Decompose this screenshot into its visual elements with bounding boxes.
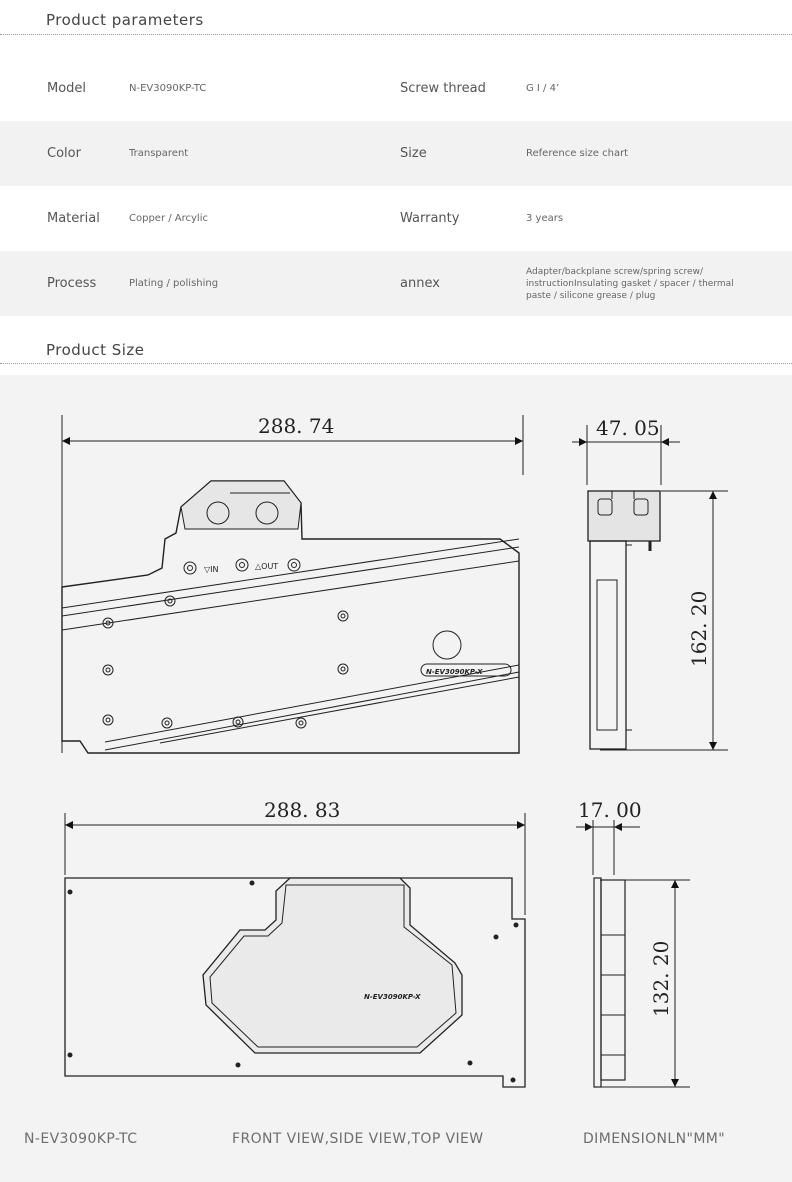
param-label: Process	[47, 276, 97, 291]
param-value: N-EV3090KP-TC	[129, 82, 207, 94]
param-value: Reference size chart	[526, 147, 629, 159]
footer-model: N-EV3090KP-TC	[24, 1131, 138, 1147]
back-width-label: 288. 83	[264, 798, 341, 822]
parameters-divider	[0, 34, 792, 35]
param-value: 3 years	[526, 212, 564, 224]
param-label: Material	[47, 211, 100, 226]
param-value: Copper / Arcylic	[129, 212, 208, 224]
param-row	[0, 121, 792, 186]
back-height-label: 132. 20	[649, 940, 673, 1017]
param-row	[0, 186, 792, 251]
size-title: Product Size	[46, 341, 145, 359]
param-label: annex	[400, 276, 440, 291]
param-label: Size	[400, 146, 427, 161]
side-depth-label: 47. 05	[596, 416, 660, 440]
front-height-label: 162. 20	[687, 590, 711, 667]
param-row	[0, 251, 792, 316]
dimension-drawing-panel	[0, 375, 792, 1182]
back-logo-label: N-EV3090KP-X	[364, 993, 421, 1001]
back-view	[65, 813, 525, 1087]
param-label: Model	[47, 81, 87, 96]
param-value: Plating / polishing	[129, 277, 219, 289]
parameters-title: Product parameters	[46, 11, 204, 29]
port-in-text: IN	[210, 565, 219, 574]
param-label: Screw thread	[400, 81, 486, 96]
back-depth-label: 17. 00	[578, 798, 642, 822]
front-view	[62, 415, 523, 753]
footer-views: FRONT VIEW,SIDE VIEW,TOP VIEW	[232, 1131, 484, 1147]
front-width-label: 288. 74	[258, 414, 335, 438]
param-value: Transparent	[129, 147, 189, 159]
footer-unit: DIMENSIONLN"MM"	[583, 1131, 726, 1147]
port-in-label	[204, 565, 219, 574]
size-divider	[0, 363, 792, 364]
param-value: Adapter/backplane screw/spring screw/ instructionInsulating gasket / spacer / thermal paste / silicone grease / plug	[526, 266, 734, 301]
param-label: Color	[47, 146, 81, 161]
param-value: G I / 4’	[526, 82, 560, 94]
port-out-text: OUT	[261, 562, 279, 571]
port-out-icon: △	[255, 562, 262, 571]
side-view	[572, 425, 728, 750]
param-row	[0, 56, 792, 121]
parameters-table	[0, 56, 792, 316]
port-out-label	[255, 562, 278, 571]
dimension-drawing	[0, 375, 792, 1182]
port-in-icon: ▽	[204, 565, 211, 574]
nameplate-label: N-EV3090KP-X	[426, 668, 483, 676]
param-label: Warranty	[400, 211, 460, 226]
